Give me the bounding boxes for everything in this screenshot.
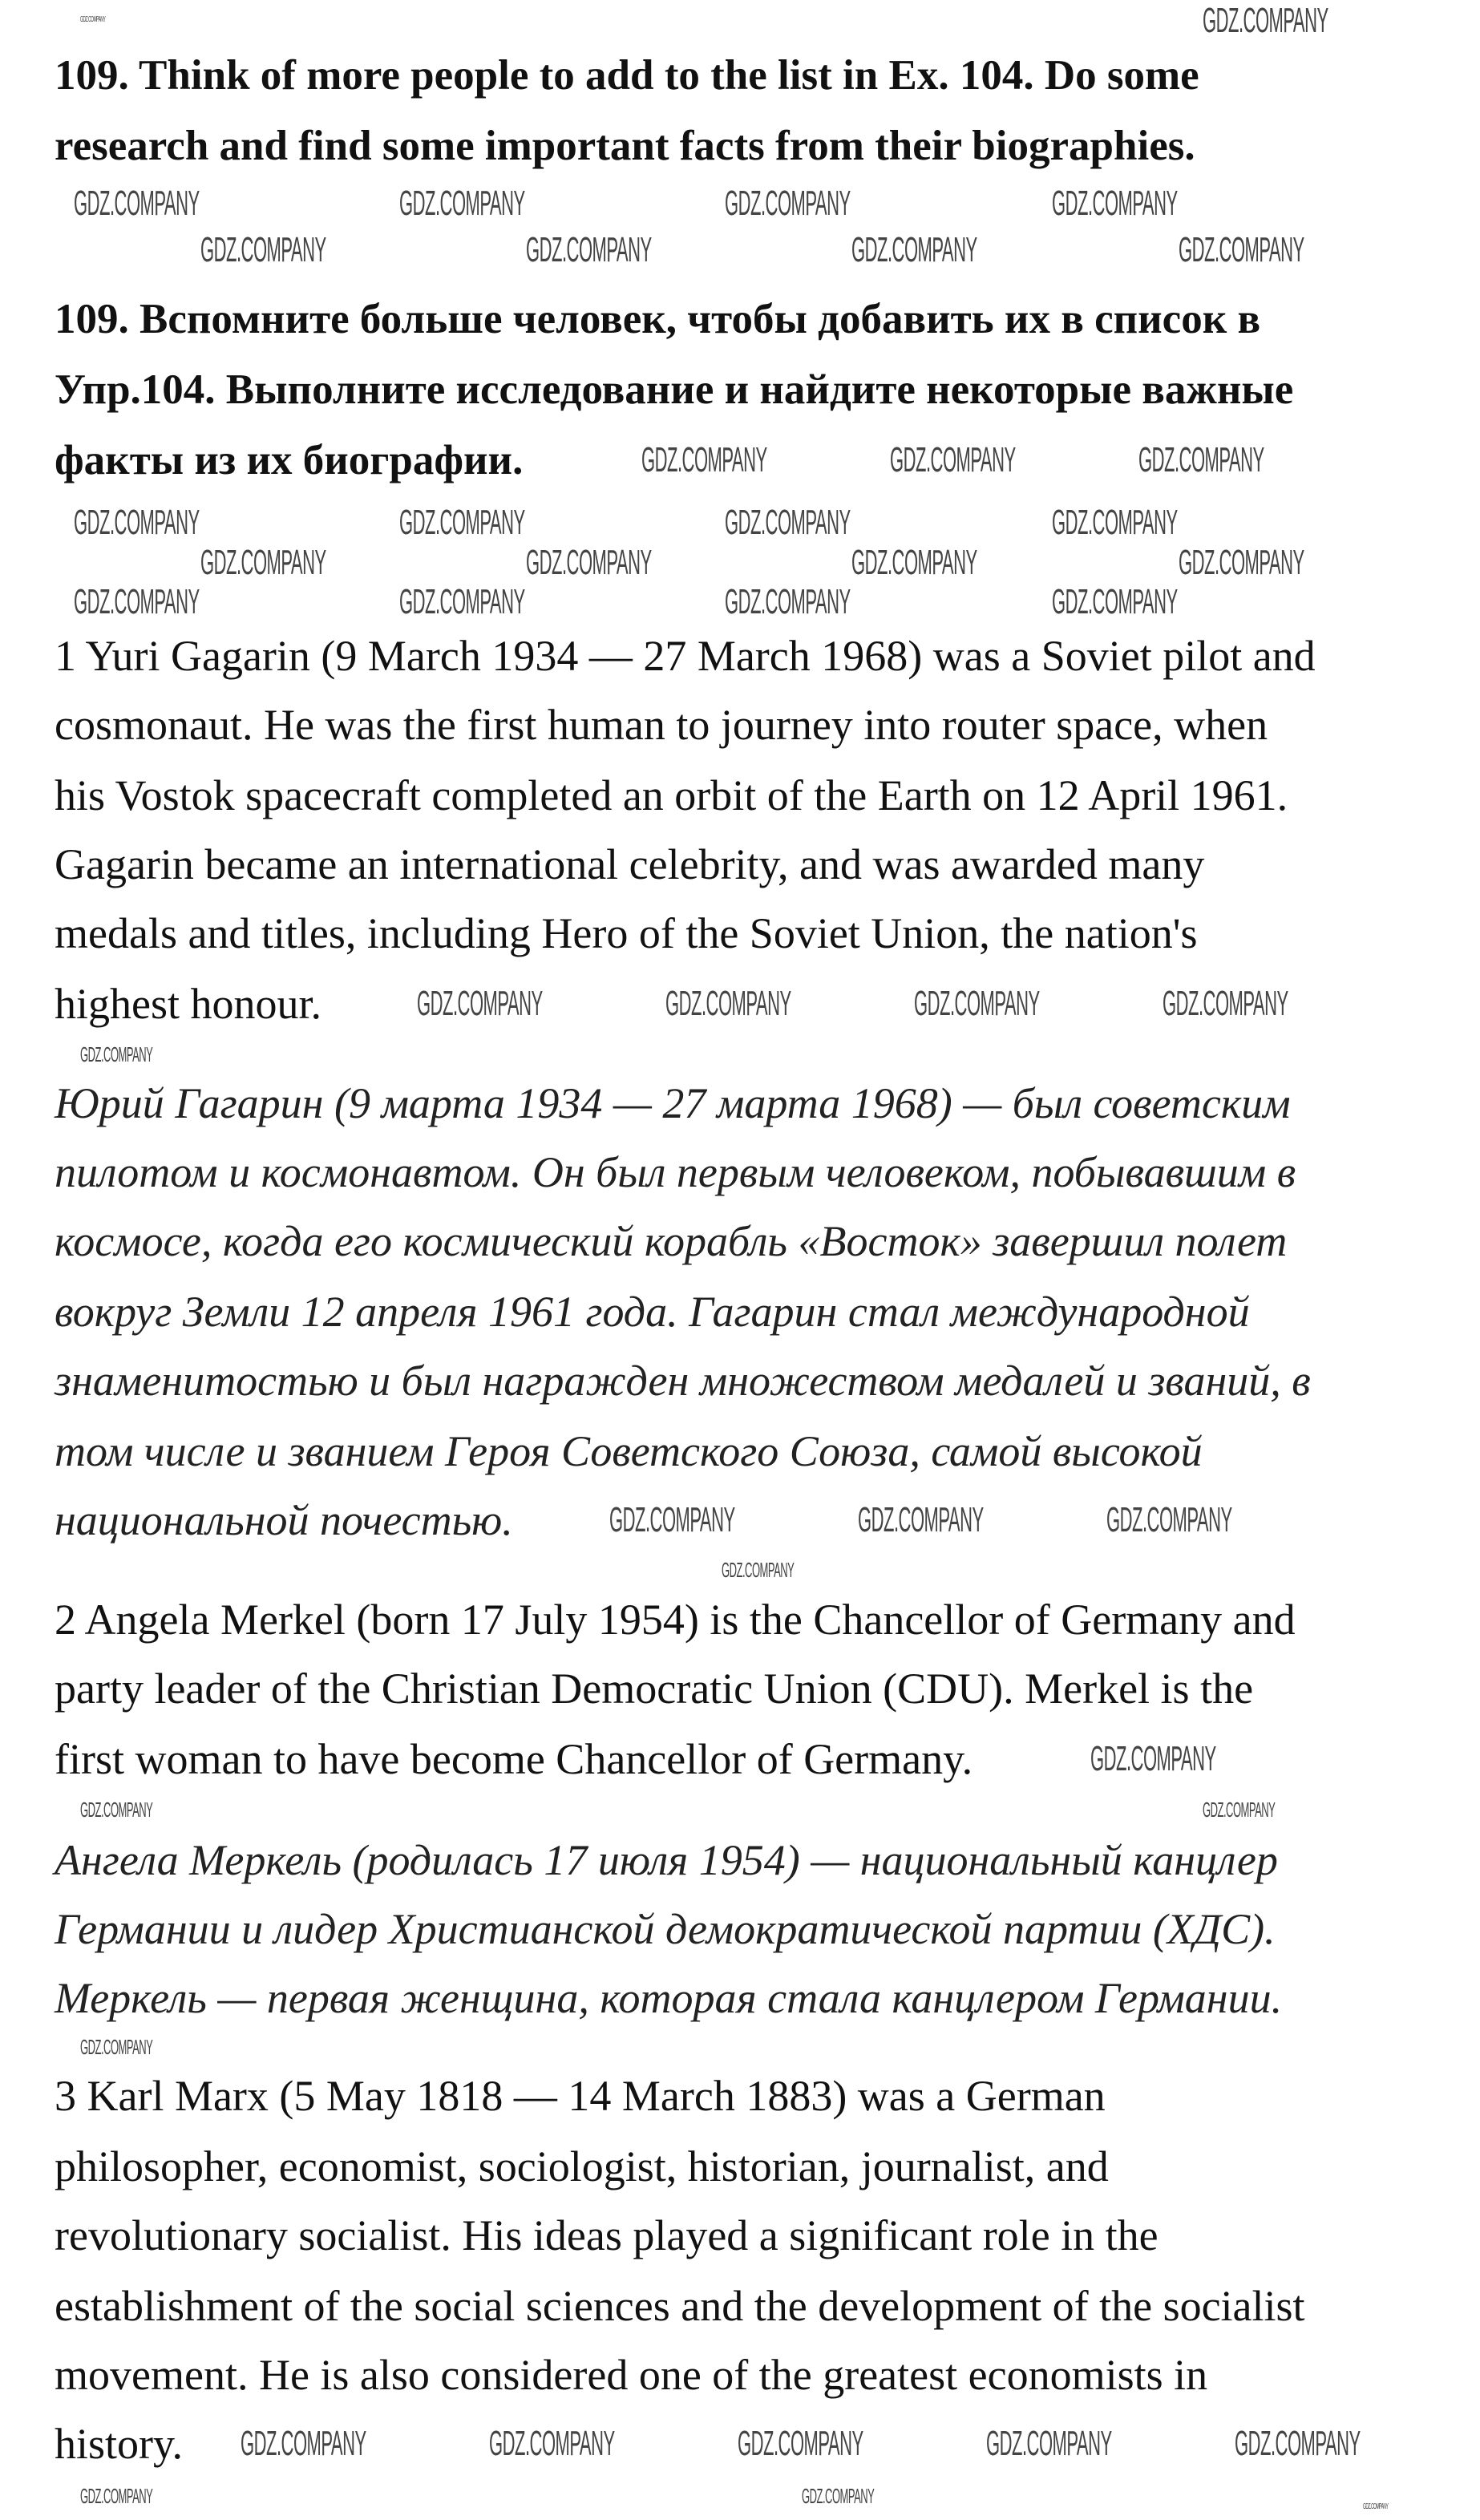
text-line: philosopher, economist, sociologist, historian, journalist, and xyxy=(55,2142,1109,2190)
text-line: знаменитостью и был награжден множеством медалей и званий, в xyxy=(55,1357,1311,1405)
watermark: GDZ.COMPANY xyxy=(1052,582,1178,621)
watermark: GDZ.COMPANY xyxy=(802,2484,875,2508)
watermark: GDZ.COMPANY xyxy=(725,184,851,223)
text-line: cosmonaut. He was the first human to journey into router space, when xyxy=(55,701,1268,749)
watermark: GDZ.COMPANY xyxy=(200,543,326,582)
watermark: GDZ.COMPANY xyxy=(399,582,525,621)
watermark: GDZ.COMPANY xyxy=(1179,230,1304,269)
watermark: GDZ.COMPANY xyxy=(1106,1500,1232,1539)
watermark: GDZ.COMPANY xyxy=(417,984,543,1023)
text-line: вокруг Земли 12 апреля 1961 года. Гагарин стал международной xyxy=(55,1288,1250,1336)
text-line: history. xyxy=(55,2420,183,2468)
watermark: GDZ.COMPANY xyxy=(851,230,977,269)
watermark: GDZ.COMPANY xyxy=(80,2035,153,2059)
text-line: факты из их биографии. xyxy=(55,437,524,483)
text-line: 2 Angela Merkel (born 17 July 1954) is the Chancellor of Germany and xyxy=(55,1596,1296,1644)
text-line: Упр.104. Выполните исследование и найдите некоторые важные xyxy=(55,366,1294,413)
watermark: GDZ.COMPANY xyxy=(526,230,652,269)
text-line: highest honour. xyxy=(55,980,321,1028)
text-line: Ангела Меркель (родилась 17 июля 1954) — национальный канцлер xyxy=(55,1836,1278,1884)
watermark: GDZ.COMPANY xyxy=(851,543,977,582)
text-line: Меркель — первая женщина, которая стала канцлером Германии. xyxy=(55,1974,1283,2022)
text-line: medals and titles, including Hero of the Soviet Union, the nation's xyxy=(55,909,1198,957)
watermark: GDZ.COMPANY xyxy=(74,503,200,542)
watermark: GDZ.COMPANY xyxy=(1138,440,1264,479)
text-line: first woman to have become Chancellor of Germany. xyxy=(55,1735,973,1783)
watermark: GDZ.COMPANY xyxy=(609,1500,735,1539)
text-line: party leader of the Christian Democratic Union (CDU). Merkel is the xyxy=(55,1664,1254,1713)
watermark: GDZ.COMPANY xyxy=(1052,503,1178,542)
watermark: GDZ.COMPANY xyxy=(1052,184,1178,223)
watermark: GDZ.COMPANY xyxy=(725,582,851,621)
watermark: GDZ.COMPANY xyxy=(665,984,791,1023)
text-line: research and find some important facts from their biographies. xyxy=(55,123,1195,169)
text-line: космосе, когда его космический корабль «Восток» завершил полет xyxy=(55,1217,1288,1265)
watermark: GDZ.COMPANY xyxy=(725,503,851,542)
watermark: GDZ.COMPANY xyxy=(1203,1,1328,40)
watermark: GDZ.COMPANY xyxy=(399,184,525,223)
watermark: GDZ.COMPANY xyxy=(80,2484,153,2508)
text-line: 109. Вспомните больше человек, чтобы добавить их в список в xyxy=(55,296,1261,342)
watermark: GDZ.COMPANY xyxy=(641,440,767,479)
text-line: movement. He is also considered one of the greatest economists in xyxy=(55,2351,1208,2399)
watermark: GDZ.COMPANY xyxy=(738,2424,863,2463)
text-line: Германии и лидер Христианской демократической партии (ХДС). xyxy=(55,1905,1276,1953)
text-line: revolutionary socialist. His ideas played a significant role in the xyxy=(55,2211,1159,2259)
watermark: GDZ.COMPANY xyxy=(526,543,652,582)
watermark: GDZ.COMPANY xyxy=(399,503,525,542)
watermark: GDZ.COMPANY xyxy=(1090,1739,1216,1778)
watermark: GDZ.COMPANY xyxy=(489,2424,615,2463)
watermark: GDZ.COMPANY xyxy=(1363,2502,1389,2511)
watermark: GDZ.COMPANY xyxy=(74,582,200,621)
text-line: Gagarin became an international celebrity, and was awarded many xyxy=(55,840,1205,888)
watermark: GDZ.COMPANY xyxy=(74,184,200,223)
watermark: GDZ.COMPANY xyxy=(200,230,326,269)
text-line: пилотом и космонавтом. Он был первым человеком, побывавшим в xyxy=(55,1148,1296,1196)
text-line: 3 Karl Marx (5 May 1818 — 14 March 1883) was a German xyxy=(55,2072,1106,2120)
text-line: his Vostok spacecraft completed an orbit of the Earth on 12 April 1961. xyxy=(55,771,1288,819)
watermark: GDZ.COMPANY xyxy=(986,2424,1112,2463)
watermark: GDZ.COMPANY xyxy=(890,440,1016,479)
watermark: GDZ.COMPANY xyxy=(1163,984,1288,1023)
watermark: GDZ.COMPANY xyxy=(241,2424,366,2463)
watermark: GDZ.COMPANY xyxy=(1235,2424,1361,2463)
watermark: GDZ.COMPANY xyxy=(914,984,1040,1023)
watermark: GDZ.COMPANY xyxy=(858,1500,984,1539)
watermark: GDZ.COMPANY xyxy=(80,15,106,24)
text-line: том числе и званием Героя Советского Союза, самой высокой xyxy=(55,1427,1203,1475)
text-line: 109. Think of more people to add to the list in Ex. 104. Do some xyxy=(55,52,1199,99)
text-line: Юрий Гагарин (9 марта 1934 — 27 марта 1968) — был советским xyxy=(55,1079,1291,1127)
watermark: GDZ.COMPANY xyxy=(1179,543,1304,582)
watermark: GDZ.COMPANY xyxy=(1203,1798,1276,1822)
text-line: establishment of the social sciences and the development of the socialist xyxy=(55,2282,1305,2330)
text-line: 1 Yuri Gagarin (9 March 1934 — 27 March 1968) was a Soviet pilot and xyxy=(55,632,1316,680)
watermark: GDZ.COMPANY xyxy=(80,1042,153,1066)
text-line: национальной почестью. xyxy=(55,1496,513,1544)
watermark: GDZ.COMPANY xyxy=(80,1798,153,1822)
watermark: GDZ.COMPANY xyxy=(722,1558,795,1582)
